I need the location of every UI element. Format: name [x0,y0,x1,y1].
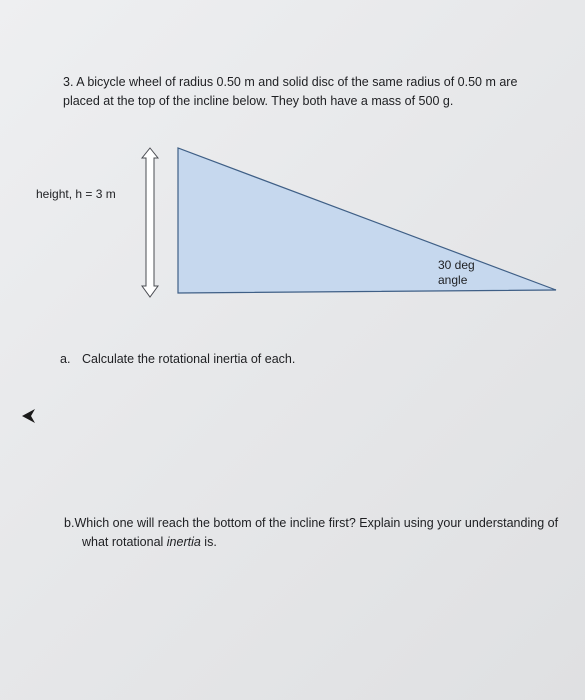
angle-label [438,258,475,288]
part-b-text-suffix: is. [200,535,217,549]
height-label: height, h = 3 m [36,187,116,201]
part-b-text: Which one will reach the bottom of the incline first? Explain using your understanding of [74,516,559,530]
part-b-number: b. [64,516,75,530]
part-b-italic-word: inertia [166,535,201,549]
mouse-pointer-icon [22,408,36,424]
part-a-text: Calculate the rotational inertia of each. [82,352,296,366]
angle-word: angle [438,273,468,287]
part-a-number: a. [60,352,71,366]
part-b-line-1 [64,514,558,532]
question-3-line-1: 3. A bicycle wheel of radius 0.50 m and solid disc of the same radius of 0.50 m are [63,75,518,89]
part-b-line-2 [82,533,217,551]
question-3-line-2: placed at the top of the incline below. They both have a mass of 500 g. [63,94,454,108]
part-b-text-prefix: what rotational [82,535,167,549]
height-arrow [142,148,158,297]
incline-triangle [178,148,556,293]
part-a [60,350,295,368]
angle-value: 30 deg [438,258,475,272]
